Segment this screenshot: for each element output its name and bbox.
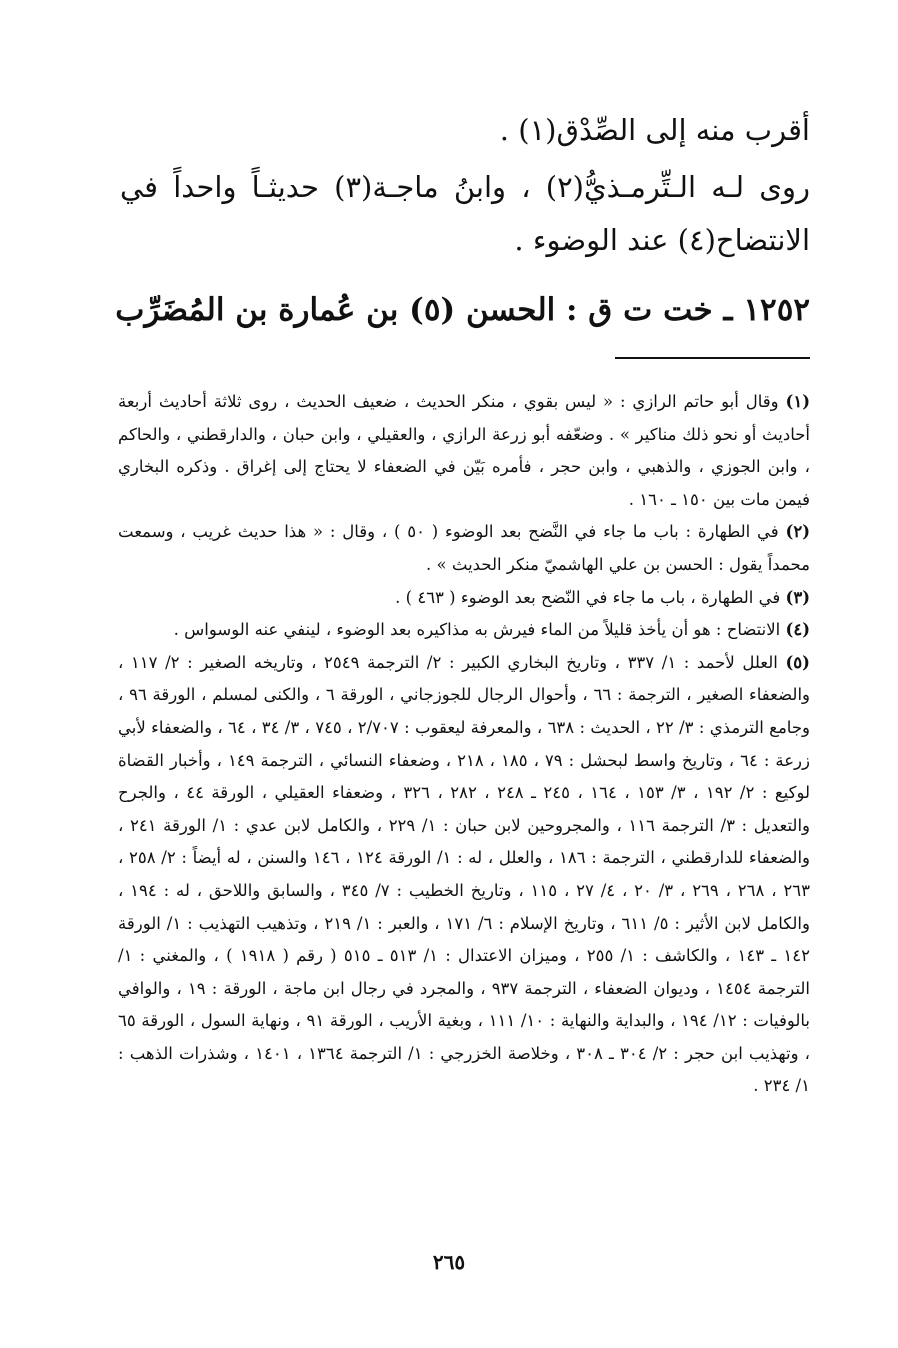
- footnote-3: [118, 582, 810, 615]
- footnote-1: [118, 386, 810, 516]
- text-line-3: الانتضاح(٤) عند الوضوء .: [514, 223, 810, 257]
- footnote-5: [118, 647, 810, 1103]
- footnote-text: في الطهارة : باب ما جاء في النَّضح بعد الوضوء ( ٥٠ ) ، وقال : « هذا حديث غريب ، وسمعت محمداً يقول : الحسن بن علي الهاشميّ منكر الحديث » .: [118, 522, 810, 574]
- page-number: ٢٦٥: [432, 1250, 466, 1274]
- footnote-text: وقال أبو حاتم الرازي : « ليس بقوي ، منكر الحديث ، ضعيف الحديث ، روى ثلاثة أحاديث أربعة أحاديث أو نحو ذلك مناكير » . وضعّفه أبو زرعة الرازي ، والعقيلي ، وابن حبان ، والدارقطني ، والحاكم ، وابن الجوزي ، والذهبي ، وابن حجر ، فأمره بَيّن في الضعفاء لا يحتاج إلى إغراق . وذكره البخاري فيمن مات بين ١٥٠ ـ ١٦٠ .: [118, 392, 810, 509]
- entry-heading: ١٢٥٢ ـ خت ت ق : الحسن (٥) بن عُمارة بن المُضَرِّب: [115, 292, 810, 328]
- footnote-label: (٢): [785, 522, 811, 542]
- text-line-2: روى لـه الـتِّرمـذيُّ(٢) ، وابنُ ماجـة(٣) حديثـاً واحداً في: [120, 170, 810, 204]
- footnote-4: [118, 614, 810, 647]
- footnote-text: العلل لأحمد : ١/ ٣٣٧ ، وتاريخ البخاري الكبير : ٢/ الترجمة ٢٥٤٩ ، وتاريخه الصغير : ٢/ ١١٧ ، والضعفاء الصغير ، الترجمة : ٦٦ ، وأحوال الرجال للجوزجاني ، الورقة ٦ ، والكنى لمسلم ، الورقة ٩٦ ، وجامع الترمذي : ٣/ ٢٢ ، الحديث : ٦٣٨ ، والمعرفة ليعقوب : ٢/٧٠٧ ، ٧٤٥ ، ٣/ ٣٤ ، ٦٤ ، والضعفاء لأبي زرعة : ٦٤ ، وتاريخ واسط لبحشل : ٧٩ ، ١٨٥ ، ٢١٨ ، وضعفاء النسائي ، الترجمة ١٤٩ ، وأخبار القضاة لوكيع : ٢/ ١٩٢ ، ٣/ ١٥٣ ، ١٦٤ ، ٢٤٥ ـ ٢٤٨ ، ٢٨٢ ، ٣٢٦ ، وضعفاء العقيلي ، الورقة ٤٤ ، والجرح والتعديل : ٣/ الترجمة ١١٦ ، والمجروحين لابن حبان : ١/ ٢٢٩ ، والكامل لابن عدي : ١/ الورقة ٢٤١ ، والضعفاء للدارقطني ، الترجمة : ١٨٦ ، والعلل ، له : ١/ الورقة ١٢٤ ، ١٤٦ والسنن ، له أيضاً : ٢/ ٢٥٨ ، ٢٦٣ ، ٢٦٨ ، ٢٦٩ ، ٣/ ٢٠ ، ٤/ ٢٧ ، ١١٥ ، وتاريخ الخطيب : ٧/ ٣٤٥ ، والسابق واللاحق ، له : ١٩٤ ، والكامل لابن الأثير : ٥/ ٦١١ ، وتاريخ الإسلام : ٦/ ١٧١ ، والعبر : ١/ ٢١٩ ، وتذهيب التهذيب : ١/ الورقة ١٤٢ ـ ١٤٣ ، والكاشف : ١/ ٢٥٥ ، وميزان الاعتدال : ١/ ٥١٣ ـ ٥١٥ ( رقم ( ١٩١٨ ) ، والمغني : ١/ الترجمة ١٤٥٤ ، وديوان الضعفاء ، الترجمة ٩٣٧ ، والمجرد في رجال ابن ماجة ، الورقة : ١٩ ، والوافي بالوفيات : ١٢/ ١٩٤ ، والبداية والنهاية : ١٠/ ١١١ ، وبغية الأريب ، الورقة ٩١ ، ونهاية السول ، الورقة ٦٥ ، وتهذيب ابن حجر : ٢/ ٣٠٤ ـ ٣٠٨ ، وخلاصة الخزرجي : ١/ الترجمة ١٣٦٤ ، ١٤٠١ ، وشذرات الذهب : ١/ ٢٣٤ .: [118, 652, 811, 1096]
- footnote-text: في الطهارة ، باب ما جاء في النّضح بعد الوضوء ( ٤٦٣ ) .: [395, 587, 781, 607]
- footnote-label: (١): [785, 392, 810, 411]
- footnote-separator: [615, 357, 810, 359]
- footnotes: [118, 386, 810, 1103]
- footnote-label: (٥): [785, 652, 810, 672]
- footnote-2: [118, 516, 810, 581]
- footnote-label: (٣): [785, 587, 810, 607]
- text-line-1: أقرب منه إلى الصِّدْق(١) .: [499, 113, 810, 147]
- footnote-text: الانتضاح : هو أن يأخذ قليلاً من الماء فيرش به مذاكيره بعد الوضوء ، لينفي عنه الوسواس .: [173, 620, 781, 640]
- footnote-label: (٤): [785, 620, 810, 640]
